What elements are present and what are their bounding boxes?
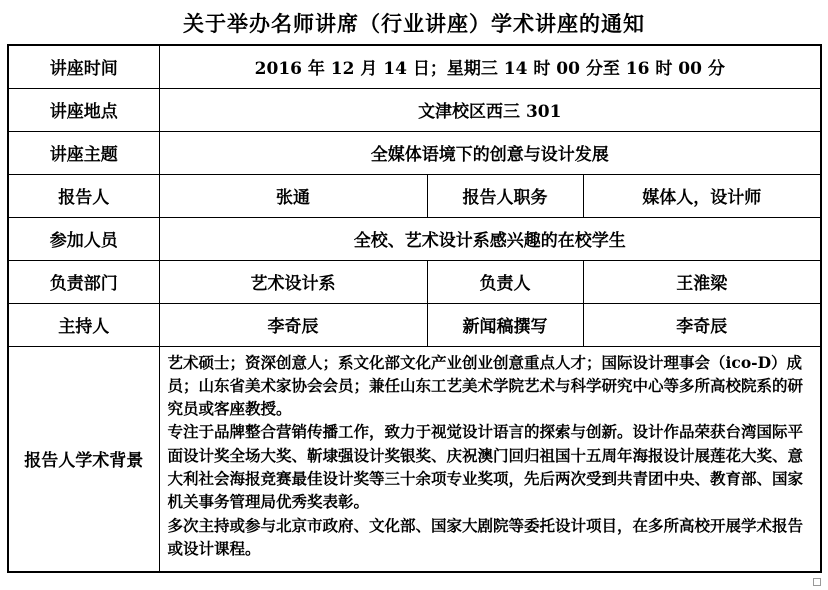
label-background: 报告人学术背景 xyxy=(8,346,159,572)
value-topic: 全媒体语境下的创意与设计发展 xyxy=(159,131,821,174)
label-speaker-title: 报告人职务 xyxy=(427,174,583,217)
row-background xyxy=(8,346,821,572)
corner-marker xyxy=(813,578,821,586)
value-manager: 王淮梁 xyxy=(583,260,821,303)
value-speaker-title: 媒体人，设计师 xyxy=(583,174,821,217)
row-dept xyxy=(8,260,821,303)
label-time: 讲座时间 xyxy=(8,45,159,88)
background-paragraph-2: 专注于品牌整合营销传播工作，致力于视觉设计语言的探索与创新。设计作品荣获台湾国际平面设计奖全场大奖、靳埭强设计奖银奖、庆祝澳门回归祖国十五周年海报设计展莲花大奖、意大利社会海报竞赛最佳设计奖等三十余项专业奖项，先后两次受到共青团中央、教育部、国家机关事务管理局优秀奖表彰。 xyxy=(167,422,804,512)
page-title: 关于举办名师讲席（行业讲座）学术讲座的通知 xyxy=(183,11,645,36)
label-host: 主持人 xyxy=(8,303,159,346)
label-topic: 讲座主题 xyxy=(8,131,159,174)
value-audience: 全校、艺术设计系感兴趣的在校学生 xyxy=(159,217,821,260)
value-news-writer: 李奇辰 xyxy=(583,303,821,346)
row-host xyxy=(8,303,821,346)
lecture-info-table xyxy=(7,44,822,573)
row-place xyxy=(8,88,821,131)
label-manager: 负责人 xyxy=(427,260,583,303)
background-paragraph-1: 艺术硕士；资深创意人；系文化部文化产业创业创意重点人才；国际设计理事会（ico-D）成员；山东省美术家协会会员；兼任山东工艺美术学院艺术与科学研究中心等多所高校院系的研究员或客座教授。 xyxy=(167,352,804,419)
label-dept: 负责部门 xyxy=(8,260,159,303)
value-speaker: 张通 xyxy=(159,174,427,217)
value-host: 李奇辰 xyxy=(159,303,427,346)
label-place: 讲座地点 xyxy=(8,88,159,131)
value-time: 2016 年 12 月 14 日；星期三 14 时 00 分至 16 时 00 分 xyxy=(159,45,821,88)
row-topic xyxy=(8,131,821,174)
row-time xyxy=(8,45,821,88)
value-place: 文津校区西三 301 xyxy=(159,88,821,131)
label-news-writer: 新闻稿撰写 xyxy=(427,303,583,346)
label-speaker: 报告人 xyxy=(8,174,159,217)
row-speaker xyxy=(8,174,821,217)
row-audience xyxy=(8,217,821,260)
label-audience: 参加人员 xyxy=(8,217,159,260)
background-paragraph-3: 多次主持或参与北京市政府、文化部、国家大剧院等委托设计项目，在多所高校开展学术报告或设计课程。 xyxy=(167,515,804,558)
value-dept: 艺术设计系 xyxy=(159,260,427,303)
value-background xyxy=(159,346,821,572)
